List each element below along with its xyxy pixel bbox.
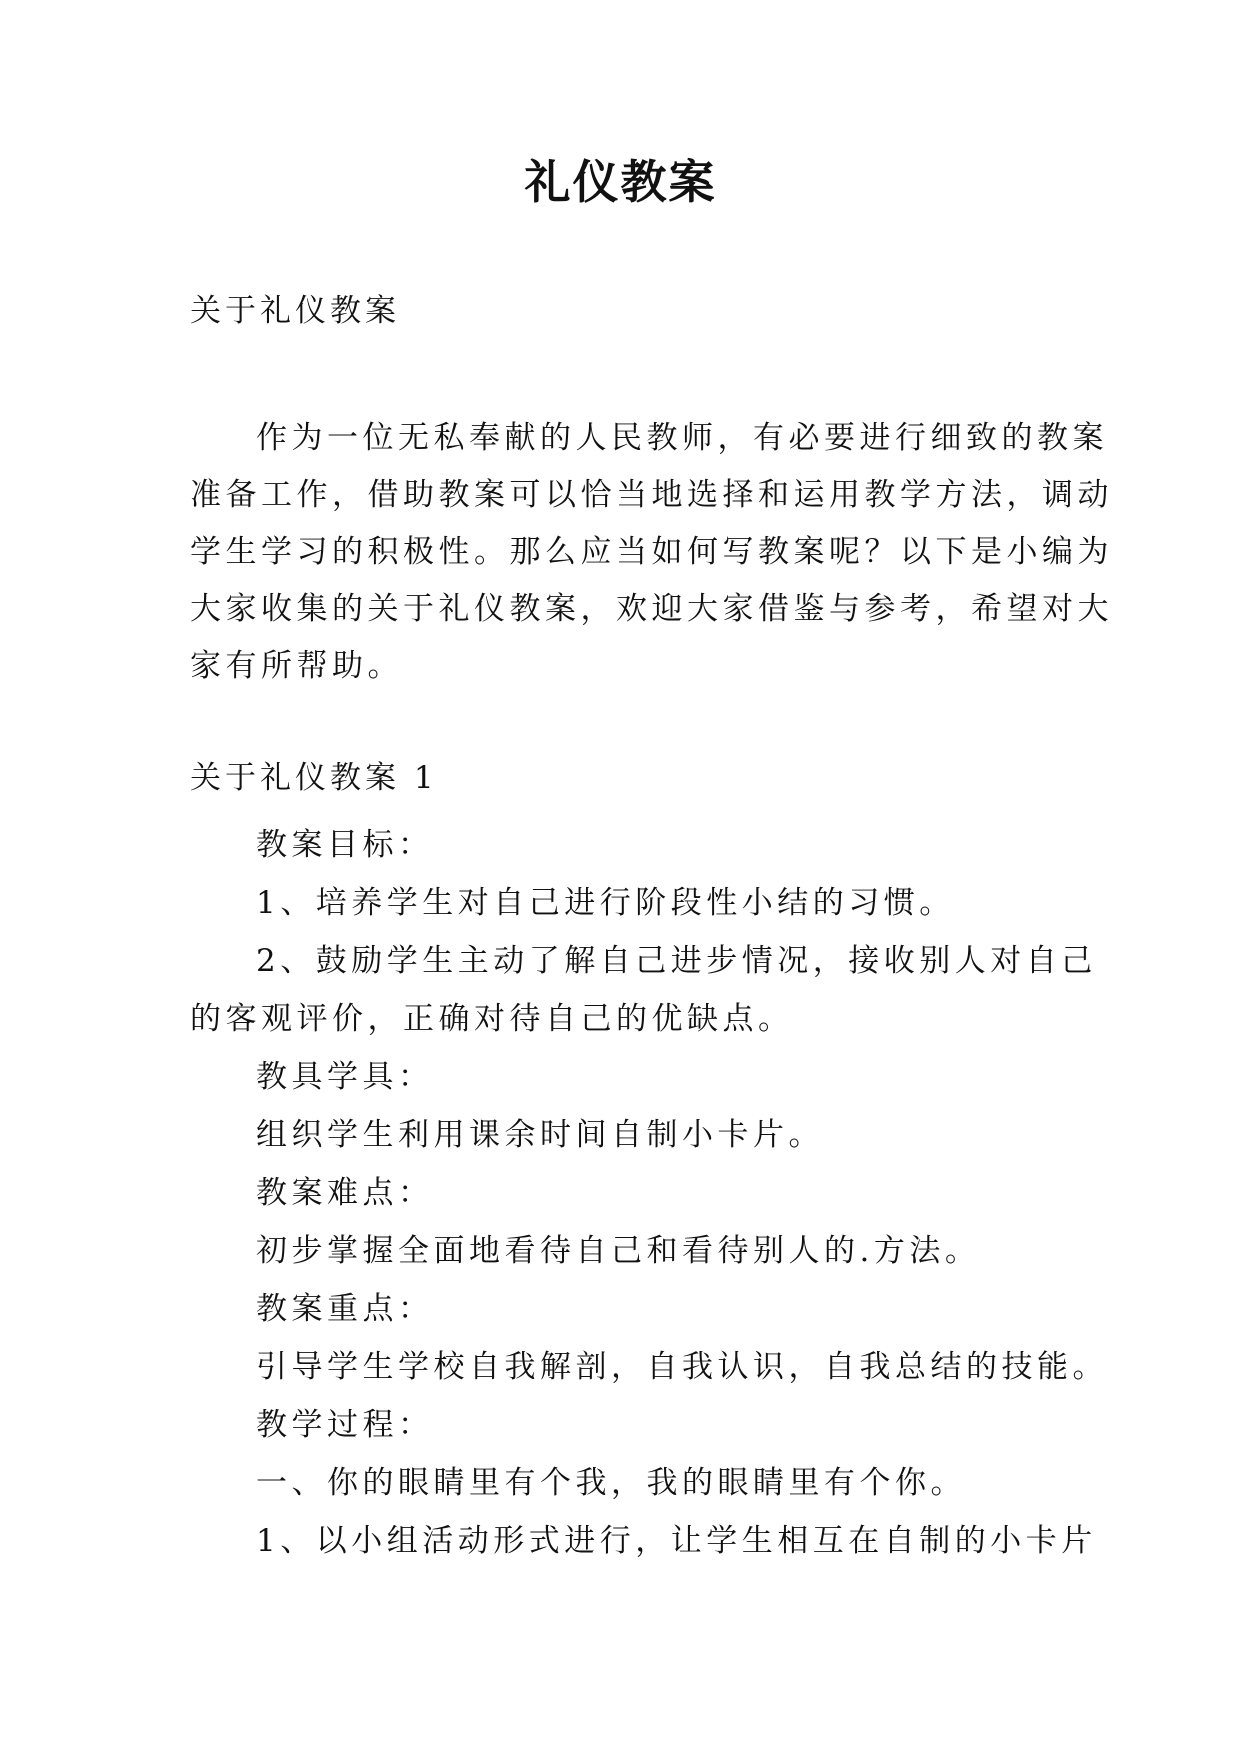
intro-line: 准备工作，借助教案可以恰当地选择和运用教学方法，调动 xyxy=(190,477,1113,513)
body-line: 2、鼓励学生主动了解自己进步情况，接收别人对自己 xyxy=(256,943,1097,979)
body-line: 教学过程： xyxy=(256,1407,434,1443)
body-line: 一、你的眼睛里有个我，我的眼睛里有个你。 xyxy=(256,1465,966,1501)
body-line: 初步掌握全面地看待自己和看待别人的.方法。 xyxy=(256,1233,981,1269)
intro-line: 作为一位无私奉献的人民教师，有必要进行细致的教案 xyxy=(256,420,1108,456)
body-line: 教具学具： xyxy=(256,1059,434,1095)
intro-line: 大家收集的关于礼仪教案，欢迎大家借鉴与参考，希望对大 xyxy=(190,591,1113,627)
document-subtitle: 关于礼仪教案 xyxy=(190,293,400,329)
body-line: 教案难点： xyxy=(256,1175,434,1211)
body-line: 引导学生学校自我解剖，自我认识，自我总结的技能。 xyxy=(256,1349,1108,1385)
body-line: 1、培养学生对自己进行阶段性小结的习惯。 xyxy=(256,885,955,921)
body-line: 组织学生利用课余时间自制小卡片。 xyxy=(256,1117,824,1153)
intro-paragraph xyxy=(190,410,1113,695)
document-title: 礼仪教案 xyxy=(524,155,717,209)
body-line: 教案重点： xyxy=(256,1291,434,1327)
section-title: 关于礼仪教案 1 xyxy=(190,760,438,796)
intro-line: 家有所帮助。 xyxy=(190,648,403,684)
body-line: 的客观评价，正确对待自己的优缺点。 xyxy=(190,1001,794,1037)
section-body xyxy=(190,816,1108,1570)
intro-line: 学生学习的积极性。那么应当如何写教案呢？以下是小编为 xyxy=(190,534,1113,570)
body-line: 教案目标： xyxy=(256,827,434,863)
body-line: 1、以小组活动形式进行，让学生相互在自制的小卡片 xyxy=(256,1523,1097,1559)
